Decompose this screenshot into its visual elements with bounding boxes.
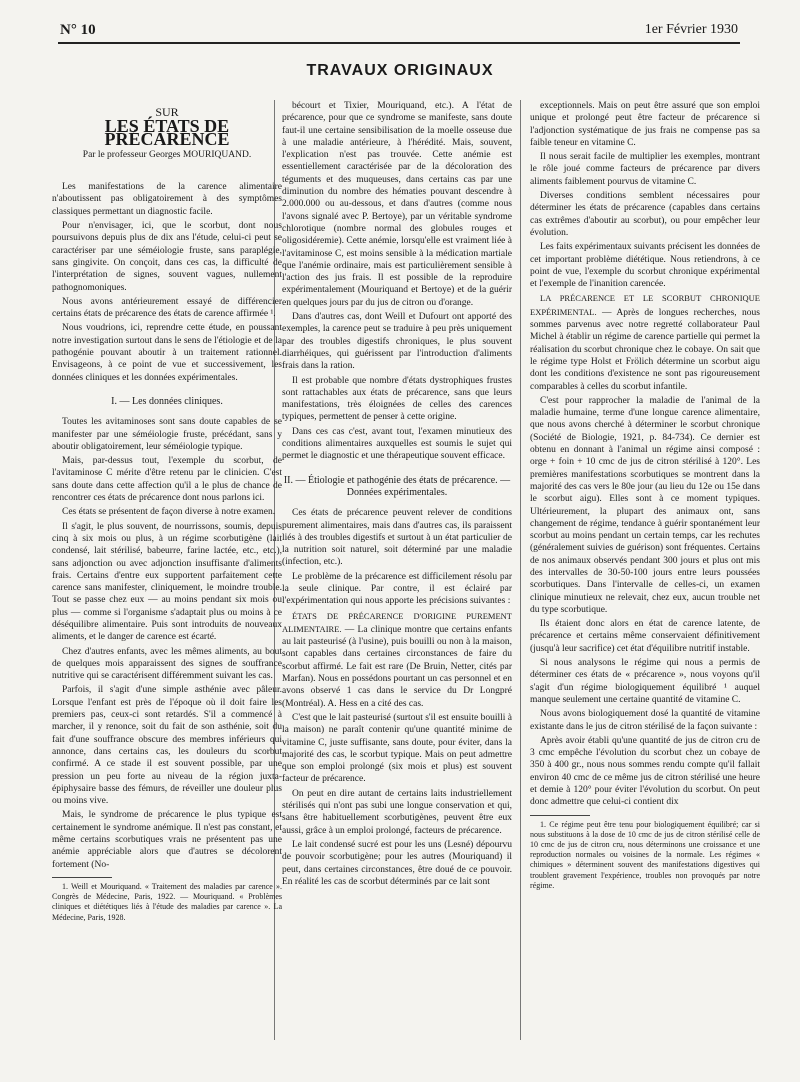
footnote-rule [52, 877, 112, 878]
column-divider [520, 100, 521, 1040]
header-rule [58, 42, 740, 44]
column-3 [530, 100, 760, 893]
footnote: 1. Weill et Mouriquand. « Traitement des maladies par carence ». Congrès de Médecine, Paris, 1922. — Mouriquand. « Problèmes cliniques et diététiques liés à l'étude des maladies par carence ». La Médecine, Paris, 1928. [52, 881, 282, 922]
paragraph: bécourt et Tixier, Mouriquand, etc.). A l'état de précarence, pour que ce syndrome se manifeste, sans doute faut-il une certaine sensibilisation de la moelle osseuse due à une maladie antérieure, à l'hérédité. Mais, souvent, l'explication n'est pas trouvée. Cette anémie est essentiellement caractérisée par de la décoloration des téguments et des muqueuses, dans certains cas par une diminution du nombre des hématies pouvant descendre à 2.000.000 ou au-dessous, et dans d'autres (comme nous l'avons signalé avec P. Bertoye), par un véritable syndrome chlorotique (nombre normal des globules rouges et oligosidéremie). Cette anémie, lorsqu'elle est vraiment liée à l'avitaminose C, est moins sensible à la médication martiale que l'anémie ordinaire, mais est particulièrement sensible à l'action des jus frais. Il est possible de la reproduire expérimentalement (Mouriquand et Bertoye) et de la guérir en quelques jours par du jus de citron ou d'orange. [282, 101, 512, 308]
subsection-heading: LA PRÉCARENCE ET LE SCORBUT CHRONIQUE EXPÉRIMENTAL. [530, 293, 760, 317]
paragraph: Mais, le syndrome de précarence le plus typique est certainement le syndrome anémique. Il n'est pas constant, et même certains scorbutiques vrais ne présentent pas une anémie appréciable alors que d'autres se décolorent fortement (No- [52, 810, 282, 870]
column-2 [282, 100, 512, 890]
paragraph: Ces états se présentent de façon diverse à notre examen. [62, 507, 276, 518]
paragraph: Dans d'autres cas, dont Weill et Dufourt ont apporté des exemples, la carence peut se traduire à peu près uniquement par des troubles digestifs chroniques, le plus souvent diarrhéiques, qui guérissent par l'introduction d'aliments frais dans la ration. [282, 312, 512, 372]
paragraph: C'est que le lait pasteurisé (surtout s'il est ensuite bouilli à la maison) ne paraît contenir qu'une quantité minime de vitamine C, juste suffisante, sans doute, pour éviter, dans la majorité des cas, le scorbut typique. Mais on peut admettre que son emploi prolongé (six mois et plus) est souvent facteur de précarence. [282, 712, 512, 785]
paragraph: Il s'agit, le plus souvent, de nourrissons, soumis, depuis cinq à six mois ou plus, à un régime scorbutigène (lait condensé, lait stérilisé, babeurre, farine lactée, etc., etc.), sans adjonction ou avec adjonction insuffisante d'aliments frais. Certains d'entre eux supportent parfaitement cette carence sans manifester, cliniquement, le moindre trouble. Tout se passe chez eux — au moins pendant six mois ou plus — comme si l'organisme s'adaptait plus ou moins à ce déséquilibre alimentaire. Puis sont introduits de nouveaux aliments, et le danger de carence est écarté. [52, 521, 282, 643]
paragraph-text: — La clinique montre que certains enfants au lait pasteurisé (à l'usine), puis bouilli ou non à la maison, sont capables dans certaines circonstances de faire du scorbut affirmé. Le fait est rare (De Bruin, Netter, cités par Marfan). Nous en possédons pourtant un cas personnel et en avons observé 1 cas dans le service du Dr Longpré (Montréal). A. Hess en a cité des cas. [282, 624, 512, 709]
paragraph: Toutes les avitaminoses sont sans doute capables de se manifester par une séméiologie fruste, précédant, sans y aboutir obligatoirement, leur séméiologie typique. [52, 417, 282, 452]
paragraph: Parfois, il s'agit d'une simple asthénie avec pâleur. Lorsque l'enfant est près de l'époque où il doit faire les premiers pas, ceux-ci sont retardés. S'il a commencé à marcher, il y renonce, soit du fait de son asthénie, soit du fait d'une souffrance obscure des membres inférieurs qui annonce, dans certains cas, les douleurs du scorbut confirmé. A ce stade il est souvent possible, par une pression un peu forte au niveau de la région juxta-épiphysaire basse des fémurs, de réveiller une douleur plus ou moins vive. [52, 685, 282, 807]
paragraph: Dans ces cas c'est, avant tout, l'examen minutieux des conditions alimentaires auxquelles est soumis le sujet qui permet le diagnostic et une thérapeutique souvent efficace. [282, 426, 512, 462]
paragraph: Les manifestations de la carence alimentaire n'aboutissent pas obligatoirement à des symptômes classiques permettant un diagnostic facile. [52, 182, 282, 217]
paragraph: Le lait condensé sucré est pour les uns (Lesné) dépourvu de pouvoir scorbutigène; pour les autres (Mouriquand) il peut, dans certaines circonstances, être doué de ce pouvoir. En réalité les cas de scorbut déterminés par ce lait sont [282, 839, 512, 887]
paragraph: Diverses conditions semblent nécessaires pour déterminer les états de précarence (capables dans certains cas extrêmes d'aboutir au scorbut), ou pour empêcher leur évolution. [530, 191, 760, 238]
paragraph: Chez d'autres enfants, avec les mêmes aliments, au bout de quelques mois apparaissent des signes de souffrance nutritive qui se caractérisent différemment suivant les cas. [52, 646, 282, 682]
paragraph: Ces états de précarence peuvent relever de conditions purement alimentaires, mais dans d'autres cas, ils paraissent liés à des troubles digestifs et surtout à un état particulier de la nutrition soit naturel, soit déterminé par une maladie (infection, etc.). [282, 508, 512, 568]
section-heading: I. — Les données cliniques. [111, 395, 223, 407]
paragraph: Il est probable que nombre d'états dystrophiques frustes sont rattachables aux états de précarence, sans que leurs manifestations, très éloignées de celles des carences typiques, permettent de penser à cette origine. [282, 375, 512, 423]
column-1 [52, 100, 282, 925]
paragraph: exceptionnels. Mais on peut être assuré que son emploi unique et prolongé peut être facteur de précarence si l'adjonction systématique de jus frais ne compense pas sa faible teneur en vitamine C. [530, 101, 760, 148]
paragraph [282, 610, 512, 710]
article-author: Par le professeur Georges MOURIQUAND. [82, 149, 252, 160]
paragraph: Nous avons antérieurement essayé de différencier certains états de précarence des états de carence affirmée ¹. [52, 296, 282, 320]
issue-date: 1er Février 1930 [644, 22, 738, 37]
paragraph: Après avoir établi qu'une quantité de jus de citron cru de 3 cmc empêche l'évolution du scorbut chez un cobaye de 350 à 400 gr., nous nous sommes rendu compte qu'il fallait environ 40 cmc de ce même jus de citron stérilisé une heure et demie à 120° pour éviter l'évolution du scorbut. On peut donc admettre que celui-ci contient dix [530, 735, 760, 808]
paragraph: Nous avons biologiquement dosé la quantité de vitamine existante dans le jus de citron stérilisé de la façon suivante : [530, 709, 760, 732]
article-title: LES ÉTATS DE PRÉCARENCE [104, 116, 230, 149]
paragraph: Le problème de la précarence est difficilement résolu par la seule clinique. Par contre, il est éclairé par l'expérimentation qui nous apporte les précisions suivantes : [282, 571, 512, 607]
paragraph: Nous voudrions, ici, reprendre cette étude, en poussant notre investigation surtout dans le sens de l'étiologie et de la pathogénie pouvant aboutir à un traitement rationnel. Envisageons, à ce point de vue et successivement, les données cliniques et les données expérimentales. [52, 323, 282, 383]
subsection-heading: ÉTATS DE PRÉCARENCE D'ORIGINE PUREMENT ALIMENTAIRE. [282, 610, 512, 634]
paragraph: Si nous analysons le régime qui nous a permis de déterminer ces états de « précarence », nous voyons qu'il s'agit d'un régime biologiquement équilibré ¹ auquel manque seulement une certaine quantité de vitamine C. [530, 658, 760, 705]
article-pretitle: SUR [155, 105, 179, 119]
paragraph: Ils étaient donc alors en état de carence latente, de précarence et certains même conservaient définitivement (jusqu'à leur sacrifice) cet état d'équilibre nutritif instable. [530, 619, 760, 654]
paragraph: On peut en dire autant de certains laits industriellement stérilisés qui n'ont pas subi une longue conservation et qui, sans être habituellement scorbutigènes, peuvent être eux aussi, grâce à un emploi prolongé, facteurs de précarence. [282, 788, 512, 836]
footnote: 1. Ce régime peut être tenu pour biologiquement équilibré; car si nous substituons à la dose de 10 cmc de jus de citron stérilisé celle de 10 cmc de jus de citron cru, nous déterminons une croissance et une reproduction normales ou voisines de la normale. Les régimes « chimiques » déterminent souvent des manifestations digestives qui troublent gravement l'expérience, troubles non provoqués par notre régime. [530, 819, 760, 890]
paragraph [530, 292, 760, 392]
paragraph: Il nous serait facile de multiplier les exemples, montrant le rôle joué comme facteurs de précarence par divers aliments faiblement pourvus de vitamine C. [530, 152, 760, 187]
paragraph: Les faits expérimentaux suivants précisent les données de cet important problème diététique. Nous retiendrons, à ce point de vue, l'exemple du scorbut chronique expérimental et l'exemple de l'inanition carencée. [530, 242, 760, 290]
footnote-rule [530, 815, 590, 816]
paragraph: Mais, par-dessus tout, l'exemple du scorbut, de l'avitaminose C mérite d'être retenu par le clinicien. C'est sans doute dans cette affection qu'il a le plus de chance de rencontrer ces états de précarence dont nous parlons ici. [52, 456, 282, 504]
issue-number: N° 10 [60, 22, 96, 38]
paragraph: C'est pour rapprocher la maladie de l'animal de la maladie humaine, terme d'une longue carence alimentaire, que nous avons cherché à déterminer le scorbut chronique (Société de Biologie, 1921, p. 84-734). Ce dernier est obtenu en donnant à l'animal un régime ainsi composé : orge + foin + 10 cmc de jus de citron stérilisé à 120°. Les premières manifestations scorbutiques se montrent dans la majorité des cas vers le 80e jour (au lieu du 12e ou 15e dans le scorbut aigu). Elles sont à ce moment typiques. Ultérieurement, la plupart des animaux ont, sans changement de régime, tendance à guérir spontanément leur scorbut au moins pendant un certain temps, car les rechutes (généralement suivies de guérison) sont fréquentes. Certains de nos animaux observés pendant 300 jours et plus ont mis des intervalles de 30-50-100 jours entre leurs poussées scorbutiques. Dans l'intervalle de celles-ci, un examen clinique minutieux ne relevait, chez eux, aucun trouble net du type scorbutique. [530, 395, 760, 615]
section-title: TRAVAUX ORIGINAUX [306, 62, 494, 79]
paragraph-text: — Après de longues recherches, nous sommes parvenus avec notre regretté collaborateur Paul Michel à établir un régime de carence partielle qui permet la réalisation du scorbut chronique chez le cobaye. On sait que le régime type Holst et Frölich détermine un scorbut aigu dont les conditions d'existence ne sont pas rigoureusement comparables à celles du scorbut infantile. [530, 307, 760, 392]
paragraph: Pour n'envisager, ici, que le scorbut, dont nous poursuivons depuis plus de dix ans l'étude, celui-ci peut se caractériser par une séméiologie fruste, sans paraplégie, sans gingivite. On conçoit, dans ces cas, la difficulté de l'interprétation de signes, souvent vagues, nullement pathognomoniques. [52, 221, 282, 293]
section-heading: II. — Étiologie et pathogénie des états de précarence. — Données expérimentales. [283, 474, 511, 498]
